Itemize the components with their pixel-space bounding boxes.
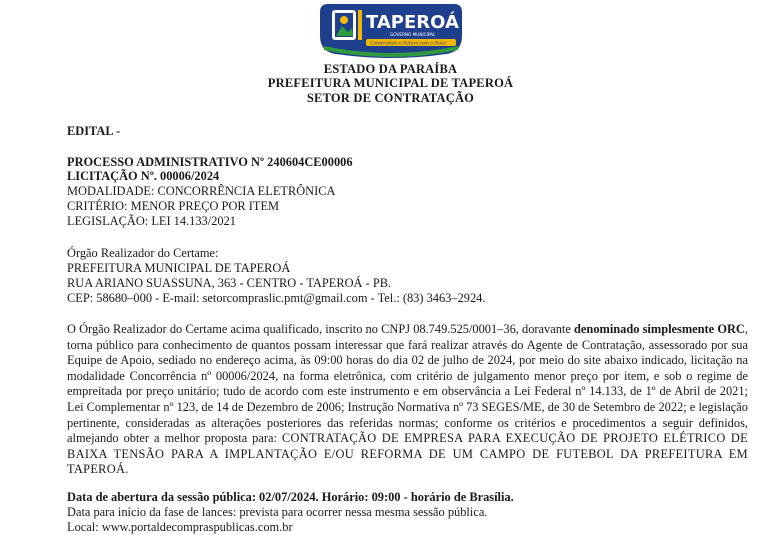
- criterio: CRITÉRIO: MENOR PREÇO POR ITEM: [67, 199, 280, 213]
- logo-slogan: Construindo o Futuro com o Povo!: [370, 41, 447, 47]
- sessao-lances: Data para início da fase de lances: prevista para ocorrer nessa mesma sessão pública.: [67, 505, 488, 519]
- paragraph-bold: denominado simplesmente ORC: [574, 322, 745, 336]
- header-state: ESTADO DA PARAÍBA: [323, 62, 458, 76]
- orgao-nome: PREFEITURA MUNICIPAL DE TAPEROÁ: [67, 261, 291, 275]
- orgao-endereco: RUA ARIANO SUASSUNA, 363 - CENTRO - TAPEROÁ - PB.: [67, 276, 392, 290]
- sessao-local: Local: www.portaldecompraspublicas.com.br: [67, 520, 293, 534]
- header-setor: SETOR DE CONTRATAÇÃO: [306, 91, 475, 105]
- orgao-contato: CEP: 58680–000 - E-mail: setorcompraslic.pmt@gmail.com - Tel.: (83) 3463–2924.: [67, 291, 486, 305]
- sessao-abertura: Data de abertura da sessão pública: 02/07/2024. Horário: 09:00 - horário de Brasília.: [67, 490, 514, 504]
- paragraph-objeto: CONTRATAÇÃO DE EMPRESA PARA EXECUÇÃO DE PROJETO ELÉTRICO DE BAIXA TENSÃO PARA A IMPLANTAÇÃO E/OU REFORMA DE UM CAMPO DE FUTEBOL DA PREFEITURA EM TAPEROÁ.: [67, 431, 748, 477]
- edital-paragraph: [67, 322, 748, 478]
- paragraph-body: , torna público para conhecimento de quantos possam interessar que fará realizar através do Agente de Contratação, assessorado por sua Equipe de Apoio, sediado no endereço acima, às 09:00 horas do dia 02 de julho de 2024, por meio do site abaixo indicado, licitação na modalidade Concorrência nº 00006/2024, na forma eletrônica, com critério de julgamento menor preço por item, e sob o regime de empreitada por preço unitário; tudo de acordo com este instrumento e em observância a Lei Federal nº 14.133, de 1º de Abril de 2021; Lei Complementar nº 123, de 14 de Dezembro de 2006; Instrução Normativa nº 73 SEGES/ME, de 30 de Setembro de 2022; e legislação pertinente, consideradas as alterações posteriores das referidas normas; conforme os critérios e procedimentos a seguir definidos, almejando obter a melhor proposta para:: [67, 322, 748, 446]
- municipal-logo: [318, 2, 464, 58]
- header-prefeitura: PREFEITURA MUNICIPAL DE TAPEROÁ: [267, 76, 514, 90]
- edital-title: EDITAL -: [67, 124, 121, 138]
- logo-subtitle: GOVERNO MUNICIPAL: [390, 32, 436, 37]
- taperoa-logo-graphic: [318, 2, 464, 58]
- licitacao-numero: LICITAÇÃO Nº. 00006/2024: [67, 169, 220, 183]
- orgao-label: Órgão Realizador do Certame:: [67, 246, 219, 260]
- processo-administrativo: PROCESSO ADMINISTRATIVO Nº 240604CE00006: [67, 155, 353, 169]
- legislacao: LEGISLAÇÃO: LEI 14.133/2021: [67, 214, 236, 228]
- paragraph-intro: O Órgão Realizador do Certame acima qualificado, inscrito no CNPJ 08.749.525/0001–36, doravante: [67, 322, 575, 336]
- modalidade: MODALIDADE: CONCORRÊNCIA ELETRÔNICA: [67, 184, 336, 198]
- logo-name: TAPEROÁ: [366, 12, 459, 33]
